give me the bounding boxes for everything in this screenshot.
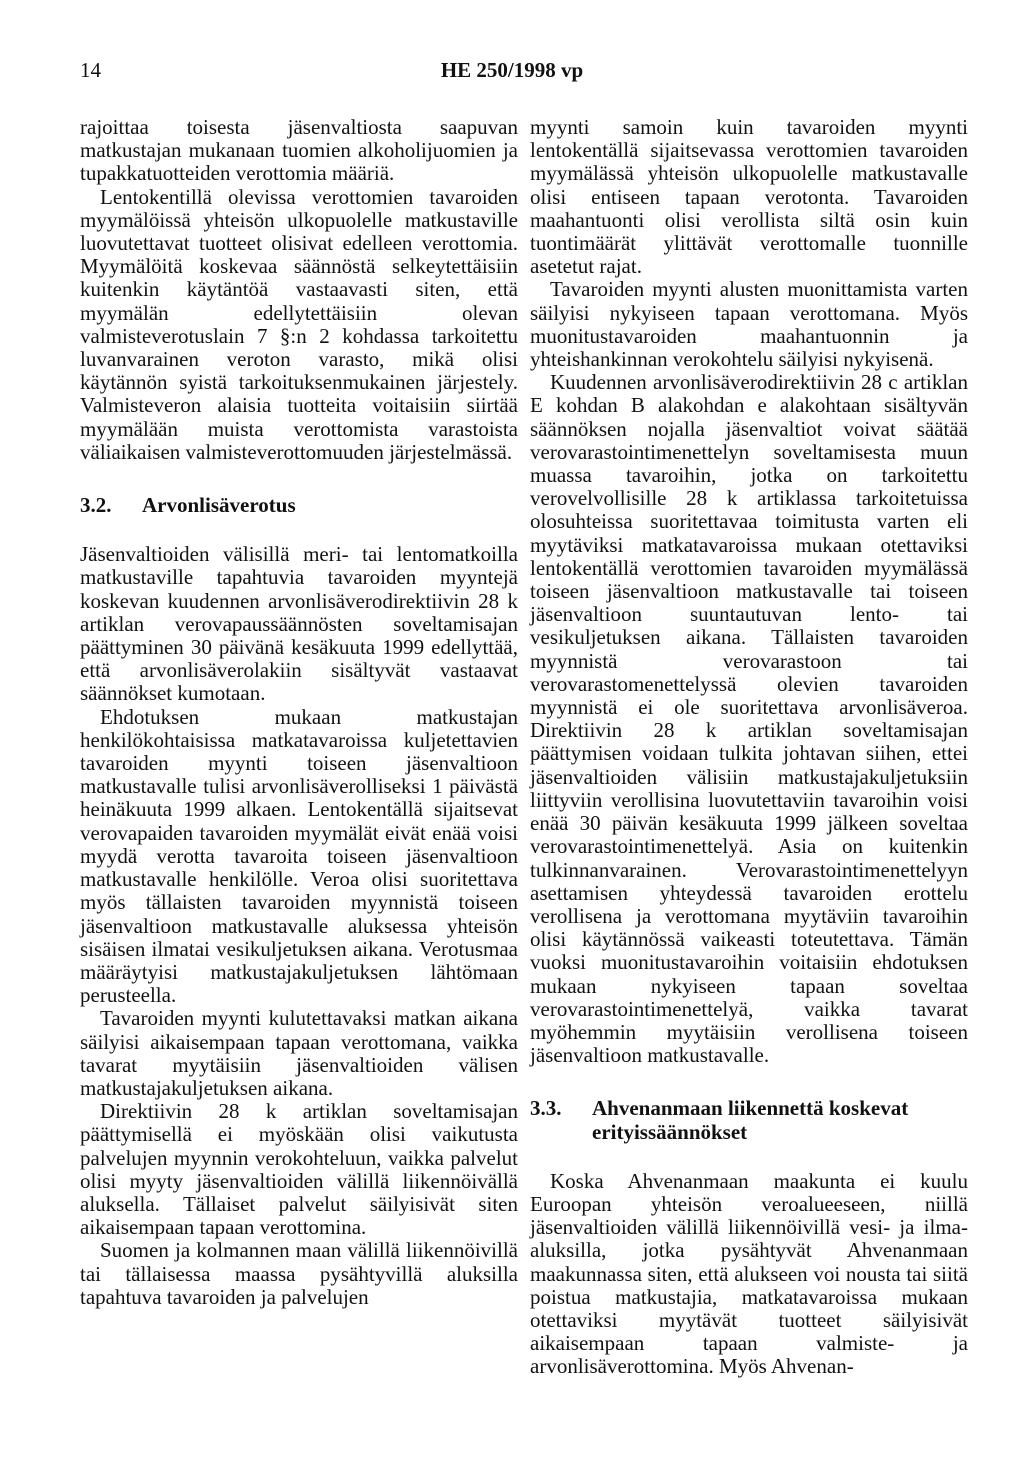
paragraph: Suomen ja kolmannen maan välillä liikennöivillä tai tällaisessa maassa pysähtyvillä aluksilla tapahtuva tavaroiden ja palvelujen bbox=[80, 1238, 518, 1309]
left-column bbox=[80, 116, 518, 1309]
paragraph: Koska Ahvenanmaan maakunta ei kuulu Euroopan yhteisön veroalueeseen, niillä jäsenvaltioiden välillä liikennöivillä vesi- ja ilma-aluksilla, jotka pysähtyvät Ahvenanmaan maakunnassa siten, että alukseen voi nousta tai siitä poistua matkustajia, matkatavaroissa mukaan otettaviksi myytävät tuotteet säilyisivät aikaisempaan tapaan valmiste- ja arvonlisäverottomina. Myös Ahvenan- bbox=[530, 1168, 968, 1379]
section-title: Arvonlisäverotus bbox=[142, 493, 296, 518]
section-heading bbox=[530, 1097, 968, 1143]
document-id: HE 250/1998 vp bbox=[440, 58, 584, 82]
paragraph: Tavaroiden myynti alusten muonittamista varten säilyisi nykyiseen tapaan verottomana. Myös muonitustavaroiden maahantuonnin ja yhteishankinnan verokohtelu säilyisi nykyisenä. bbox=[530, 277, 968, 372]
paragraph: Jäsenvaltioiden välisillä meri- tai lentomatkoilla matkustaville tapahtuvia tavaroiden myyntejä koskevan kuudennen arvonlisäverodirektiivin 28 k artiklan verovapaussäännösten soveltamisajan päättyminen 30 päivänä kesäkuuta 1999 edellyttää, että arvonlisäverolakiin sisältyvät vastaavat säännökset kumotaan. bbox=[80, 542, 518, 706]
section-heading bbox=[80, 494, 518, 517]
section-number: 3.2. bbox=[80, 493, 112, 518]
section-title: Ahvenanmaan liikennettä koskevat erityissäännökset bbox=[592, 1096, 909, 1144]
paragraph: rajoittaa toisesta jäsenvaltiosta saapuvan matkustajan mukanaan tuomien alkoholijuomien ja tupakkatuotteiden verottomia määriä. bbox=[80, 115, 518, 186]
paragraph: Ehdotuksen mukaan matkustajan henkilökohtaisissa matkatavaroissa kuljetettavien tavaroiden myynti toiseen jäsenvaltioon matkustavalle tulisi arvonlisäverolliseksi 1 päivästä heinäkuuta 1999 alkaen. Lentokentällä sijaitsevat verovapaiden tavaroiden myymälät eivät enää voisi myydä verotta tavaroita toiseen jäsenvaltioon matkustavalle henkilölle. Veroa olisi suoritettava myös tällaisten tavaroiden myynnistä toiseen jäsenvaltioon matkustavalle aluksessa yhteisön sisäisen ilmatai vesikuljetuksen aikana. Verotusmaa määräytyisi matkustajakuljetuksen lähtömaan perusteella. bbox=[80, 704, 518, 1008]
paragraph: Direktiivin 28 k artiklan soveltamisajan päättymisellä ei myöskään olisi vaikutusta palvelujen myynnin verokohteluun, vaikka palvelut olisi myyty jäsenvaltioiden välillä liikennöivällä aluksella. Tällaiset palvelut säilyisivät siten aikaisempaan tapaan verottomina. bbox=[80, 1099, 518, 1240]
right-column bbox=[530, 116, 968, 1379]
paragraph: myynti samoin kuin tavaroiden myynti lentokentällä sijaitsevassa verottomien tavaroiden myymälässä yhteisön ulkopuolelle matkustavalle olisi entiseen tapaan verotonta. Tavaroiden maahantuonti olisi verollista siltä osin kuin tuontimäärät ylittävät verottomalle tuonnille asetetut rajat. bbox=[530, 115, 968, 279]
paragraph: Kuudennen arvonlisäverodirektiivin 28 c artiklan E kohdan B alakohdan e alakohtaan sisältyvän säännöksen nojalla jäsenvaltiot voivat säätää verovarastointimenettelyn soveltamisesta muun muassa tavaroihin, jotka on tarkoitettu verovelvollisille 28 k artiklassa tarkoitetuissa olosuhteissa suoritettavaa toimitusta varten eli myytäviksi matkatavaroissa mukaan otettaviksi lentokentällä verottomien tavaroiden myymälässä toiseen jäsenvaltioon matkustavalle tai toiseen jäsenvaltioon suuntautuvan lento- tai vesikuljetuksen aikana. Tällaisten tavaroiden myynnistä verovarastoon tai verovarastomenettelyssä olevien tavaroiden myynnistä ei ole suoritettava arvonlisäveroa. Direktiivin 28 k artiklan soveltamisajan päättymisen voidaan tulkita johtavan siihen, ettei jäsenvaltioiden välisiin matkustajakuljetuksiin liittyviin verollisina luovutettaviin tavaroihin voisi enää 30 päivän kesäkuuta 1999 jälkeen soveltaa verovarastointimenettelyä. Asia on kuitenkin tulkinnanvarainen. Verovarastointimenettelyyn asettamisen yhteydessä tavaroiden erottelu verollisena ja verottomana myytäviin tavaroihin olisi käytännössä vaikeasti toteutettava. Tämän vuoksi muonitustavaroihin voitaisiin ehdotuksen mukaan nykyiseen tapaan soveltaa verovarastointimenettelyä, vaikka tavarat myöhemmin myytäisiin verollisena toiseen jäsenvaltioon matkustavalle. bbox=[530, 370, 968, 1068]
paragraph: Tavaroiden myynti kulutettavaksi matkan aikana säilyisi aikaisempaan tapaan verottomana, vaikka tavarat myytäisiin jäsenvaltioiden välisen matkustajakuljetuksen aikana. bbox=[80, 1006, 518, 1100]
page-number: 14 bbox=[80, 58, 101, 82]
paragraph: Lentokentillä olevissa verottomien tavaroiden myymälöissä yhteisön ulkopuolelle matkustaville luovutettavat tuotteet olisivat edelleen verottomia. Myymälöitä koskevaa säännöstä selkeytettäisiin kuitenkin käytäntöä vastaavasti siten, että myymälän edellytettäisiin olevan valmisteverotuslain 7 §:n 2 kohdassa tarkoitettu luvanvarainen veroton varasto, mikä olisi käytännön syistä tarkoituksenmukainen järjestely. Valmisteveron alaisia tuotteita voitaisiin siirtää myymälään muista verottomista varastoista väliaikaisen valmisteverottomuuden järjestelmässä. bbox=[80, 184, 518, 464]
section-number: 3.3. bbox=[530, 1096, 562, 1121]
